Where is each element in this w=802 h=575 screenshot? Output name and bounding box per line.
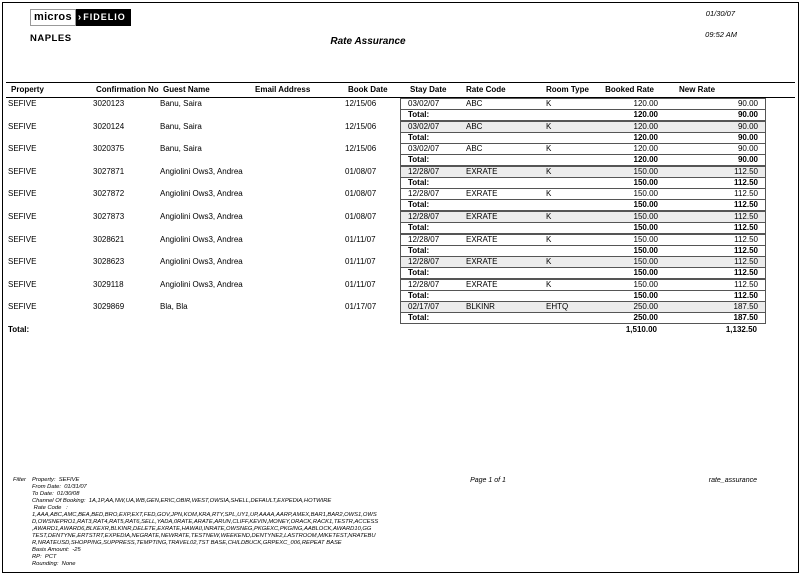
cell-book-date: 01/08/07 [345,189,377,199]
row-total-line [401,268,765,278]
row-total-booked-rate: 150.00 [633,268,658,278]
cell-guest-name: Angiolini Ows3, Andrea [160,189,243,199]
micros-fidelio-logo [30,9,131,26]
cell-new-rate: 112.50 [734,279,758,289]
cell-guest-name: Angiolini Ows3, Andrea [160,279,243,289]
col-header-rate-code: Rate Code [466,85,506,94]
cell-guest-name: Angiolini Ows3, Andrea [160,234,243,244]
cell-confirmation-no: 3027871 [93,166,125,176]
cell-room-type: K [546,189,552,199]
row-total-booked-rate: 120.00 [633,110,658,119]
table-row [3,279,798,302]
cell-stay-date: 12/28/07 [408,211,440,221]
stay-detail-box [400,188,766,211]
cell-book-date: 12/15/06 [345,99,377,108]
cell-confirmation-no: 3029869 [93,302,125,312]
cell-property: SEFIVE [8,121,37,131]
cell-book-date: 01/08/07 [345,166,377,176]
cell-rate-code: BLKINR [466,302,495,312]
cell-new-rate: 112.50 [734,234,758,244]
filter-criteria-line: ,AWARD1,AWARD6,BLKEXR,BLKINR,DELETE,EXRATE,HAWAII,INRATE,OWSNEG,PKGEXC,PKGING,AABLOCK,AWARD10,GG [32,526,372,532]
row-total-label: Total: [408,200,430,210]
row-total-label: Total: [408,268,430,278]
cell-new-rate: 90.00 [737,121,758,131]
stay-detail-line [401,280,765,291]
table-row [3,256,798,279]
table-body [3,98,798,324]
cell-booked-rate: 150.00 [633,211,658,221]
cell-booked-rate: 150.00 [633,257,658,267]
row-total-new-rate: 112.50 [733,290,758,300]
cell-rate-code: EXRATE [466,211,498,221]
cell-room-type: K [546,234,552,244]
filter-label: Filter [13,477,26,483]
filter-criteria-line: Channel Of Booking: 1A,1P,AA,NW,UA,WB,GEN,ERIC,OBIR,WEST,OWSIA,SHELL,DEFAULT,EXPEDIA,HOTWIRE [32,498,332,504]
stay-detail-box [400,143,766,166]
cell-stay-date: 03/02/07 [408,99,440,108]
stay-detail-box [400,211,766,234]
stay-detail-line [401,167,765,178]
property-name: NAPLES [30,33,72,44]
cell-property: SEFIVE [8,189,37,199]
cell-property: SEFIVE [8,99,37,108]
row-total-line [401,200,765,210]
report-page [2,2,799,573]
stay-detail-box [400,98,766,121]
cell-new-rate: 187.50 [733,302,758,312]
table-row [3,211,798,234]
cell-new-rate: 112.50 [734,166,758,176]
col-header-booked-rate: Booked Rate [605,85,654,94]
table-header-row [6,82,795,98]
col-header-stay-date: Stay Date [410,85,447,94]
cell-property: SEFIVE [8,144,37,154]
row-total-label: Total: [408,290,430,300]
report-time: 09:52 AM [705,30,737,39]
col-header-new-rate: New Rate [679,85,716,94]
report-title: Rate Assurance [330,36,406,47]
filter-criteria-line: 1,AAA,ABC,AMC,BEA,BED,BRO,EXP,EXT,FED,GOV,JPN,KOM,KRA,RTY,SPL,UY1,UP,AAAA,AARP,AMEX,BAR1,BAR2,OWS1,OWS [32,512,377,518]
cell-rate-code: EXRATE [466,234,498,244]
row-total-label: Total: [408,313,430,323]
cell-rate-code: EXRATE [466,257,498,267]
cell-guest-name: Angiolini Ows3, Andrea [160,166,243,176]
filter-criteria-line: R,NRATEUSD,SHOPPING,SUPPRESS,TEMPTING,TRAVEL02,TST BASE,CHILDBUCK,GRPEXC_006,REPEAT BASE [32,540,342,546]
filter-criteria-line: To Date: 01/30/08 [32,491,80,497]
row-total-new-rate: 90.00 [737,110,758,119]
cell-new-rate: 112.50 [734,189,758,199]
page-number: Page 1 of 1 [470,477,506,484]
stay-detail-box [400,279,766,302]
logo-micros-text: micros [30,9,76,26]
cell-confirmation-no: 3028623 [93,257,125,267]
row-total-label: Total: [408,155,430,165]
cell-booked-rate: 120.00 [633,99,658,108]
row-total-new-rate: 112.50 [733,177,758,187]
cell-room-type: K [546,257,552,267]
row-total-line [401,178,765,188]
stay-detail-box [400,234,766,257]
filter-criteria-block [32,477,378,568]
report-date: 01/30/07 [705,9,735,18]
row-total-new-rate: 112.50 [733,222,758,232]
cell-stay-date: 12/28/07 [408,257,440,267]
grand-total-label: Total: [8,325,30,334]
row-total-new-rate: 90.00 [737,155,758,165]
row-total-label: Total: [408,132,430,142]
report-file-name: rate_assurance [708,477,757,484]
row-total-booked-rate: 150.00 [633,200,658,210]
filter-criteria-line: From Date: 01/31/07 [32,484,87,490]
cell-stay-date: 02/17/07 [408,302,440,312]
cell-book-date: 01/11/07 [345,279,376,289]
row-total-label: Total: [408,245,430,255]
cell-stay-date: 03/02/07 [408,121,440,131]
cell-guest-name: Angiolini Ows3, Andrea [160,257,243,267]
chevron-right-icon: › [77,12,83,23]
grand-total-new: 1,132.50 [725,325,757,334]
stay-detail-box [400,301,766,324]
stay-detail-line [401,257,765,268]
row-total-booked-rate: 150.00 [633,222,658,232]
row-total-line [401,110,765,120]
cell-rate-code: EXRATE [466,189,498,199]
cell-confirmation-no: 3020375 [93,144,125,154]
filter-criteria-line: D,OWSNEPRO1,RAT3,RAT4,RAT5,RAT6,SELL,YADA,0RATE,ARATE,ARUN,CLIFF,KEVIN,MONEY,ORACK,RACK1,TESTR,ACCESS [32,519,379,525]
table-row [3,301,798,324]
filter-criteria-line: RP: PCT [32,554,57,560]
logo-fidelio-box [76,9,131,26]
row-total-new-rate: 112.50 [733,268,758,278]
row-total-new-rate: 112.50 [733,200,758,210]
cell-new-rate: 90.00 [737,99,758,108]
table-row [3,188,798,211]
cell-book-date: 01/08/07 [345,211,377,221]
filter-criteria-line: Basis Amount: -25 [32,547,81,553]
cell-guest-name: Banu, Saira [160,144,202,154]
filter-criteria-line: Property: SEFIVE [32,477,80,483]
cell-stay-date: 12/28/07 [408,166,440,176]
cell-property: SEFIVE [8,279,37,289]
cell-stay-date: 12/28/07 [408,189,440,199]
row-total-line [401,313,765,323]
cell-booked-rate: 120.00 [633,144,658,154]
cell-confirmation-no: 3029118 [93,279,124,289]
row-total-booked-rate: 150.00 [633,245,658,255]
row-total-line [401,223,765,233]
cell-new-rate: 90.00 [737,144,758,154]
cell-book-date: 01/11/07 [345,234,376,244]
cell-property: SEFIVE [8,211,37,221]
row-total-line [401,246,765,256]
cell-property: SEFIVE [8,257,37,267]
cell-confirmation-no: 3027873 [93,211,125,221]
stay-detail-line [401,189,765,200]
cell-guest-name: Angiolini Ows3, Andrea [160,211,243,221]
cell-guest-name: Banu, Saira [160,99,202,108]
col-header-property: Property [11,85,44,94]
cell-guest-name: Bla, Bla [160,302,188,312]
row-total-booked-rate: 120.00 [633,132,658,142]
table-row [3,234,798,257]
cell-room-type: K [546,144,552,154]
cell-booked-rate: 150.00 [633,279,658,289]
stay-detail-box [400,256,766,279]
cell-new-rate: 112.50 [734,211,758,221]
row-total-label: Total: [408,110,430,119]
stay-detail-line [401,144,765,155]
table-row [3,121,798,144]
cell-booked-rate: 150.00 [633,189,658,199]
cell-room-type: K [546,121,552,131]
row-total-line [401,155,765,165]
cell-book-date: 01/11/07 [345,257,376,267]
cell-rate-code: ABC [466,144,483,154]
filter-criteria-line: TEST,DENTYNE,ERTSTRT,EXPEDIA,NEGRATE,NEWRATE,TESTNEW,WEEKEND,DENTYNE2,LASTROOM,MIKETEST,NRATEBU [32,533,376,539]
row-total-booked-rate: 150.00 [633,177,658,187]
table-row [3,143,798,166]
filter-criteria-line: Rounding: None [32,561,76,567]
grand-total-booked: 1,510.00 [625,325,657,334]
cell-new-rate: 112.50 [734,257,758,267]
stay-detail-line [401,99,765,110]
cell-property: SEFIVE [8,302,37,312]
cell-booked-rate: 250.00 [633,302,658,312]
filter-criteria-line: Rate Code : [32,505,68,511]
cell-rate-code: ABC [466,121,483,131]
cell-room-type: K [546,279,552,289]
cell-property: SEFIVE [8,234,37,244]
cell-rate-code: ABC [466,99,483,108]
cell-stay-date: 03/02/07 [408,144,440,154]
cell-confirmation-no: 3027872 [93,189,125,199]
cell-stay-date: 12/28/07 [408,279,440,289]
cell-booked-rate: 150.00 [633,166,658,176]
cell-booked-rate: 120.00 [633,121,658,131]
cell-confirmation-no: 3020123 [93,99,125,108]
cell-confirmation-no: 3020124 [93,121,125,131]
stay-detail-line [401,235,765,246]
col-header-room-type: Room Type [546,85,589,94]
row-total-booked-rate: 250.00 [633,313,658,323]
row-total-line [401,133,765,143]
stay-detail-line [401,302,765,313]
row-total-line [401,291,765,301]
row-total-new-rate: 90.00 [737,132,758,142]
row-total-booked-rate: 150.00 [633,290,658,300]
row-total-label: Total: [408,177,430,187]
cell-book-date: 12/15/06 [345,144,377,154]
logo-fidelio-text: FIDELIO [83,12,126,22]
table-row [3,98,798,121]
grand-total-row [3,325,798,337]
stay-detail-box [400,121,766,144]
cell-room-type: K [546,211,552,221]
row-total-new-rate: 187.50 [733,313,758,323]
cell-room-type: EHTQ [546,302,569,312]
row-total-new-rate: 112.50 [733,245,758,255]
col-header-confirmation-no: Confirmation No [96,85,159,94]
cell-book-date: 01/17/07 [345,302,377,312]
cell-room-type: K [546,166,552,176]
table-row [3,166,798,189]
stay-detail-line [401,122,765,133]
cell-stay-date: 12/28/07 [408,234,440,244]
cell-guest-name: Banu, Saira [160,121,202,131]
stay-detail-line [401,212,765,223]
stay-detail-box [400,166,766,189]
row-total-label: Total: [408,222,430,232]
cell-confirmation-no: 3028621 [93,234,125,244]
row-total-booked-rate: 120.00 [633,155,658,165]
cell-rate-code: EXRATE [466,166,498,176]
cell-booked-rate: 150.00 [633,234,658,244]
cell-rate-code: EXRATE [466,279,498,289]
cell-book-date: 12/15/06 [345,121,377,131]
col-header-email-address: Email Address [255,85,311,94]
col-header-guest-name: Guest Name [163,85,210,94]
cell-room-type: K [546,99,552,108]
col-header-book-date: Book Date [348,85,388,94]
cell-property: SEFIVE [8,166,37,176]
